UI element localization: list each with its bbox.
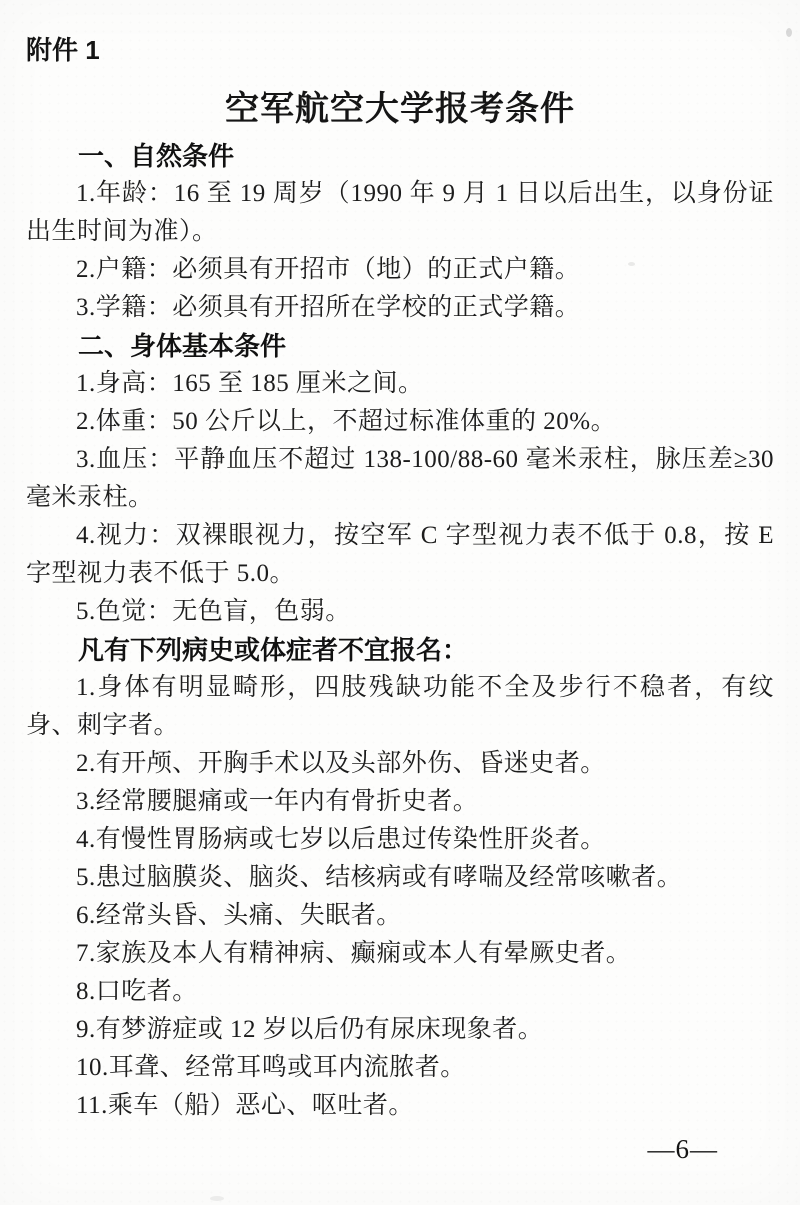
paragraph-ear: 10.耳聋、经常耳鸣或耳内流脓者。: [76, 1054, 466, 1081]
paragraph-color-vision: 5.色觉：无色盲，色弱。: [76, 598, 351, 625]
section-heading-physical-conditions: 二、身体基本条件: [78, 331, 287, 361]
paragraph-vision: 4.视力：双裸眼视力，按空军 C 字型视力表不低于 0.8，按 E 字型视力表不低于 5.0。: [26, 522, 774, 587]
attachment-label: 附件 1: [26, 35, 100, 65]
paragraph-fracture: 3.经常腰腿痛或一年内有骨折史者。: [76, 788, 479, 815]
section-heading-disqualifying-conditions: 凡有下列病史或体症者不宜报名：: [78, 635, 469, 665]
paragraph-gastric: 4.有慢性胃肠病或七岁以后患过传染性肝炎者。: [76, 826, 606, 853]
paragraph-height: 1.身高：165 至 185 厘米之间。: [76, 370, 424, 397]
paragraph-surgery: 2.有开颅、开胸手术以及头部外伤、昏迷史者。: [76, 750, 606, 777]
paragraph-weight: 2.体重：50 公斤以上，不超过标准体重的 20%。: [76, 408, 617, 435]
paragraph-deformity: 1.身体有明显畸形，四肢残缺功能不全及步行不稳者，有纹身、刺字者。: [26, 674, 774, 739]
scan-artifact: [786, 28, 792, 37]
paragraph-xueji: 3.学籍：必须具有开招所在学校的正式学籍。: [76, 294, 581, 321]
paragraph-mental: 7.家族及本人有精神病、癫痫或本人有晕厥史者。: [76, 940, 632, 967]
paragraph-sleepwalk: 9.有梦游症或 12 岁以后仍有尿床现象者。: [76, 1016, 544, 1043]
paragraph-age: 1.年龄：16 至 19 周岁（1990 年 9 月 1 日以后出生，以身份证出生时间为准）。: [26, 180, 774, 245]
paragraph-stutter: 8.口吃者。: [76, 978, 198, 1005]
section-heading-natural-conditions: 一、自然条件: [78, 141, 235, 171]
document-title: 空军航空大学报考条件: [225, 91, 575, 128]
document-body: [26, 137, 774, 1125]
paragraph-dizziness: 6.经常头昏、头痛、失眠者。: [76, 902, 402, 929]
paragraph-meningitis: 5.患过脑膜炎、脑炎、结核病或有哮喘及经常咳嗽者。: [76, 864, 683, 891]
paragraph-blood-pressure: 3.血压：平静血压不超过 138-100/88-60 毫米汞柱，脉压差≥30 毫米汞柱。: [26, 446, 774, 511]
paragraph-motion-sickness: 11.乘车（船）恶心、呕吐者。: [76, 1092, 414, 1119]
scan-artifact: [628, 262, 635, 266]
page-number: —6—: [647, 1134, 718, 1164]
scan-artifact: [210, 1196, 224, 1201]
paragraph-hukou: 2.户籍：必须具有开招市（地）的正式户籍。: [76, 256, 581, 283]
